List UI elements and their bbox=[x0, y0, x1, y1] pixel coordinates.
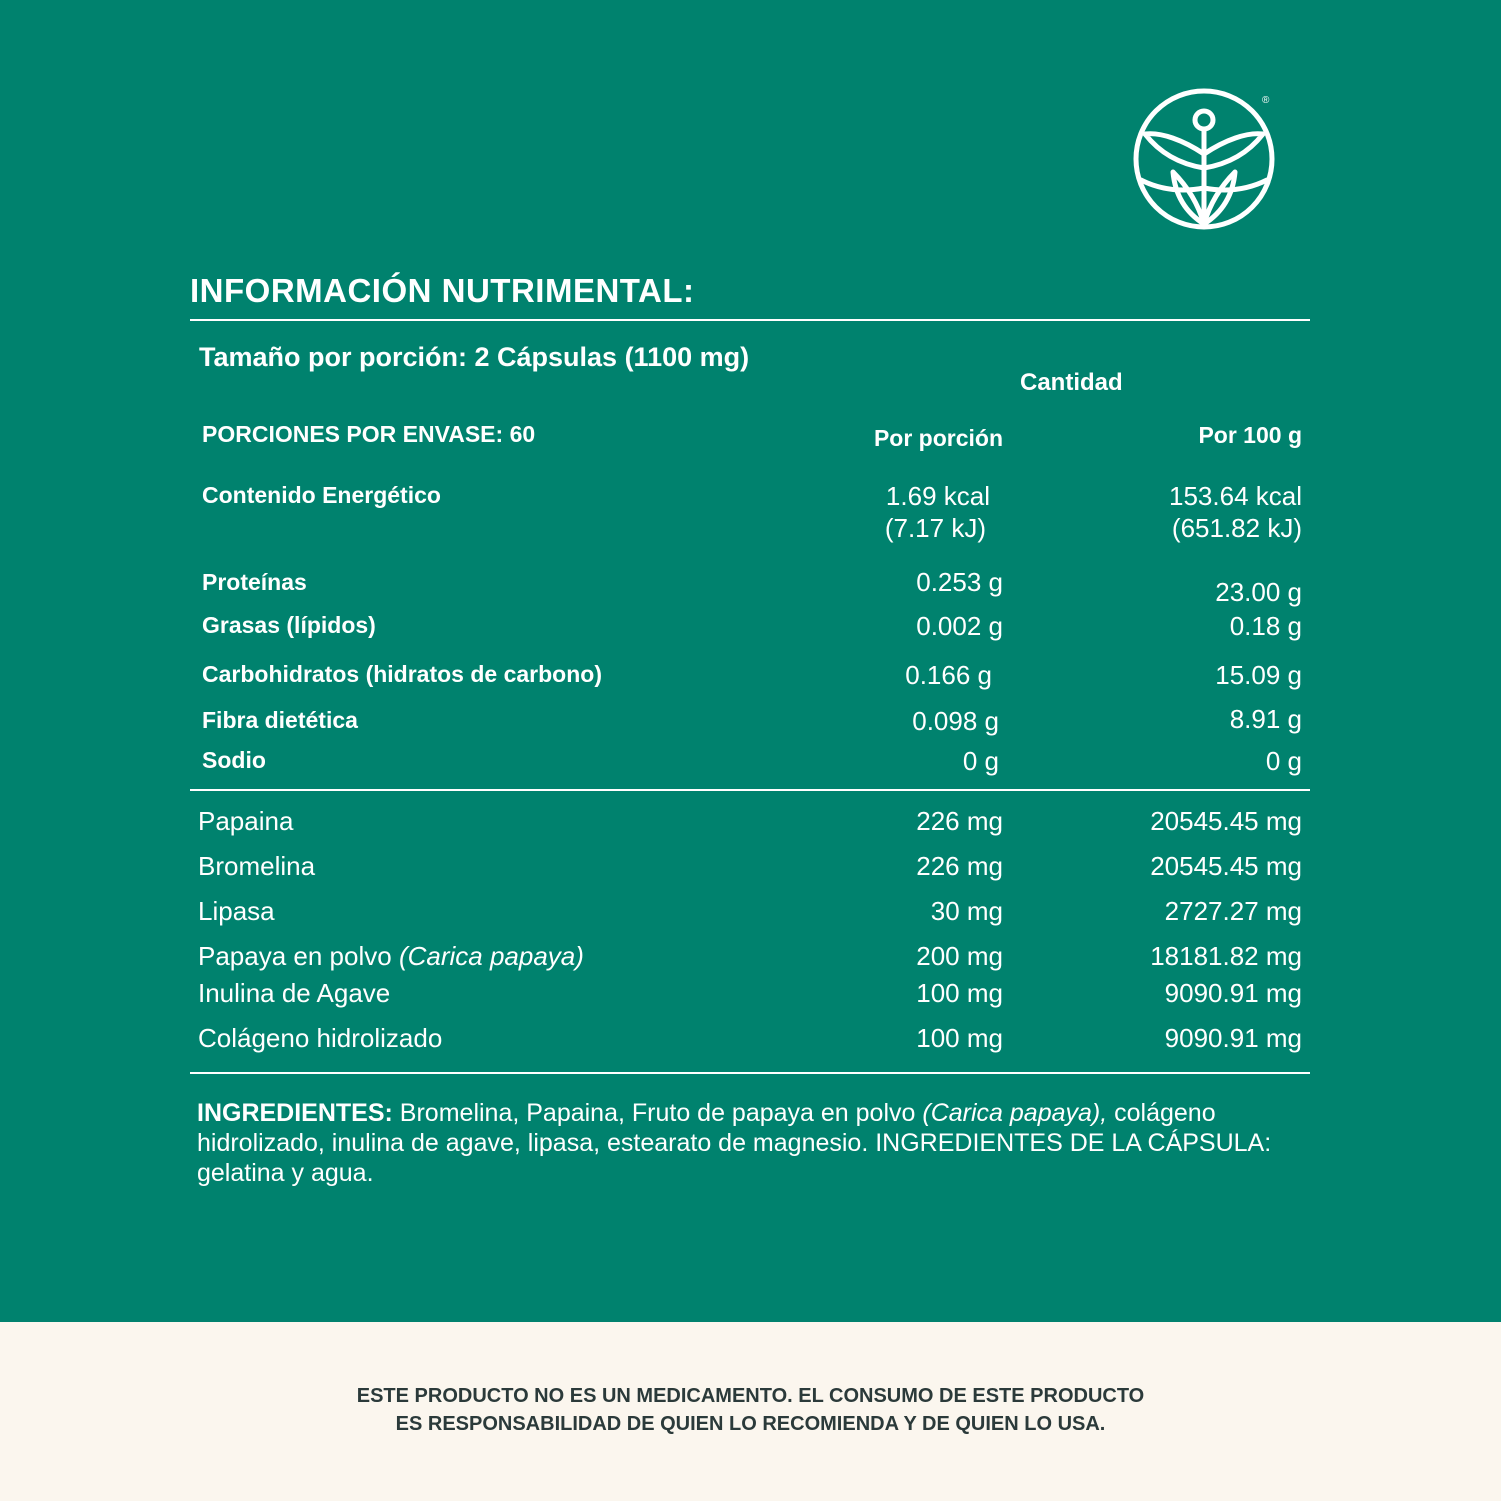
nutrient-label: Fibra dietética bbox=[202, 707, 358, 733]
nutrient-per-100g: 15.09 g bbox=[1215, 660, 1302, 690]
ingredient-per-serving: 100 mg bbox=[916, 978, 1003, 1008]
energy-per-serving-kj: (7.17 kJ) bbox=[884, 513, 986, 543]
ingredients-text-1: Bromelina, Papaina, Fruto de papaya en polvo bbox=[392, 1099, 923, 1127]
ingredients-paragraph bbox=[197, 1098, 1315, 1188]
header-per-serving: Por porción bbox=[873, 425, 1003, 451]
registered-mark: ® bbox=[1262, 95, 1270, 106]
disclaimer-line-2: ES RESPONSABILIDAD DE QUIEN LO RECOMIENDA Y DE QUIEN LO USA. bbox=[395, 1413, 1106, 1435]
ingredient-label: Inulina de Agave bbox=[198, 978, 391, 1008]
plant-leaf-circle-icon bbox=[1133, 88, 1275, 230]
header-per-100g: Por 100 g bbox=[1198, 422, 1302, 448]
nutrient-label: Proteínas bbox=[202, 569, 307, 595]
ingredient-per-100g: 9090.91 mg bbox=[1164, 978, 1302, 1008]
energy-per-serving-kcal: 1.69 kcal bbox=[885, 481, 990, 511]
nutrient-per-100g: 0.18 g bbox=[1229, 611, 1302, 641]
energy-label: Contenido Energético bbox=[202, 482, 441, 508]
ingredient-per-serving: 100 mg bbox=[916, 1023, 1003, 1053]
ingredients-text-2: colágeno hidrolizado, inulina de agave, lipasa, estearato de magnesio. INGREDIENTES DE LA CÁPSULA: gelatina y agua. bbox=[197, 1099, 1272, 1187]
serving-size: Tamaño por porción: 2 Cápsulas (1100 mg) bbox=[199, 342, 750, 372]
nutrient-per-100g: 23.00 g bbox=[1215, 577, 1302, 607]
ingredient-per-serving: 226 mg bbox=[916, 851, 1003, 881]
page-title: INFORMACIÓN NUTRIMENTAL: bbox=[190, 272, 695, 309]
ingredient-label: Papaina bbox=[198, 806, 294, 836]
ingredient-label-text: Papaya en polvo bbox=[198, 941, 399, 971]
ingredient-per-serving: 30 mg bbox=[930, 896, 1003, 926]
divider bbox=[190, 1072, 1310, 1074]
ingredient-per-100g: 18181.82 mg bbox=[1150, 941, 1302, 971]
ingredients-text-italic: (Carica papaya), bbox=[922, 1099, 1108, 1127]
nutrient-per-serving: 0.002 g bbox=[916, 611, 1003, 641]
ingredient-per-100g: 9090.91 mg bbox=[1164, 1023, 1302, 1053]
disclaimer-line-1: ESTE PRODUCTO NO ES UN MEDICAMENTO. EL CONSUMO DE ESTE PRODUCTO bbox=[356, 1385, 1145, 1407]
divider bbox=[190, 319, 1310, 321]
ingredient-per-serving: 226 mg bbox=[916, 806, 1003, 836]
header-cantidad: Cantidad bbox=[1020, 369, 1123, 396]
energy-per-100g-kj: (651.82 kJ) bbox=[1171, 513, 1302, 543]
nutrient-per-100g: 8.91 g bbox=[1229, 704, 1302, 734]
nutrient-per-100g: 0 g bbox=[1265, 746, 1302, 776]
nutrient-label: Grasas (lípidos) bbox=[202, 612, 376, 638]
ingredient-per-serving: 200 mg bbox=[916, 941, 1003, 971]
nutrient-per-serving: 0.166 g bbox=[905, 660, 992, 690]
ingredient-label-scientific: (Carica papaya) bbox=[398, 941, 584, 971]
ingredient-per-100g: 20545.45 mg bbox=[1150, 851, 1302, 881]
divider bbox=[190, 789, 1310, 791]
energy-per-100g-kcal: 153.64 kcal bbox=[1169, 481, 1302, 511]
nutrient-label: Sodio bbox=[202, 747, 266, 773]
ingredient-label bbox=[198, 941, 584, 972]
ingredient-label: Lipasa bbox=[198, 896, 275, 926]
ingredient-label: Bromelina bbox=[198, 851, 316, 881]
ingredient-label: Colágeno hidrolizado bbox=[198, 1023, 443, 1053]
nutrient-per-serving: 0 g bbox=[962, 746, 999, 776]
nutrient-per-serving: 0.253 g bbox=[916, 567, 1003, 597]
nutrient-per-serving: 0.098 g bbox=[912, 706, 999, 736]
ingredients-heading: INGREDIENTES: bbox=[197, 1099, 393, 1127]
ingredient-per-100g: 2727.27 mg bbox=[1164, 896, 1302, 926]
ingredient-per-100g: 20545.45 mg bbox=[1150, 806, 1302, 836]
servings-per-container: PORCIONES POR ENVASE: 60 bbox=[202, 421, 536, 447]
nutrient-label: Carbohidratos (hidratos de carbono) bbox=[202, 661, 602, 687]
footer bbox=[0, 1322, 1501, 1501]
